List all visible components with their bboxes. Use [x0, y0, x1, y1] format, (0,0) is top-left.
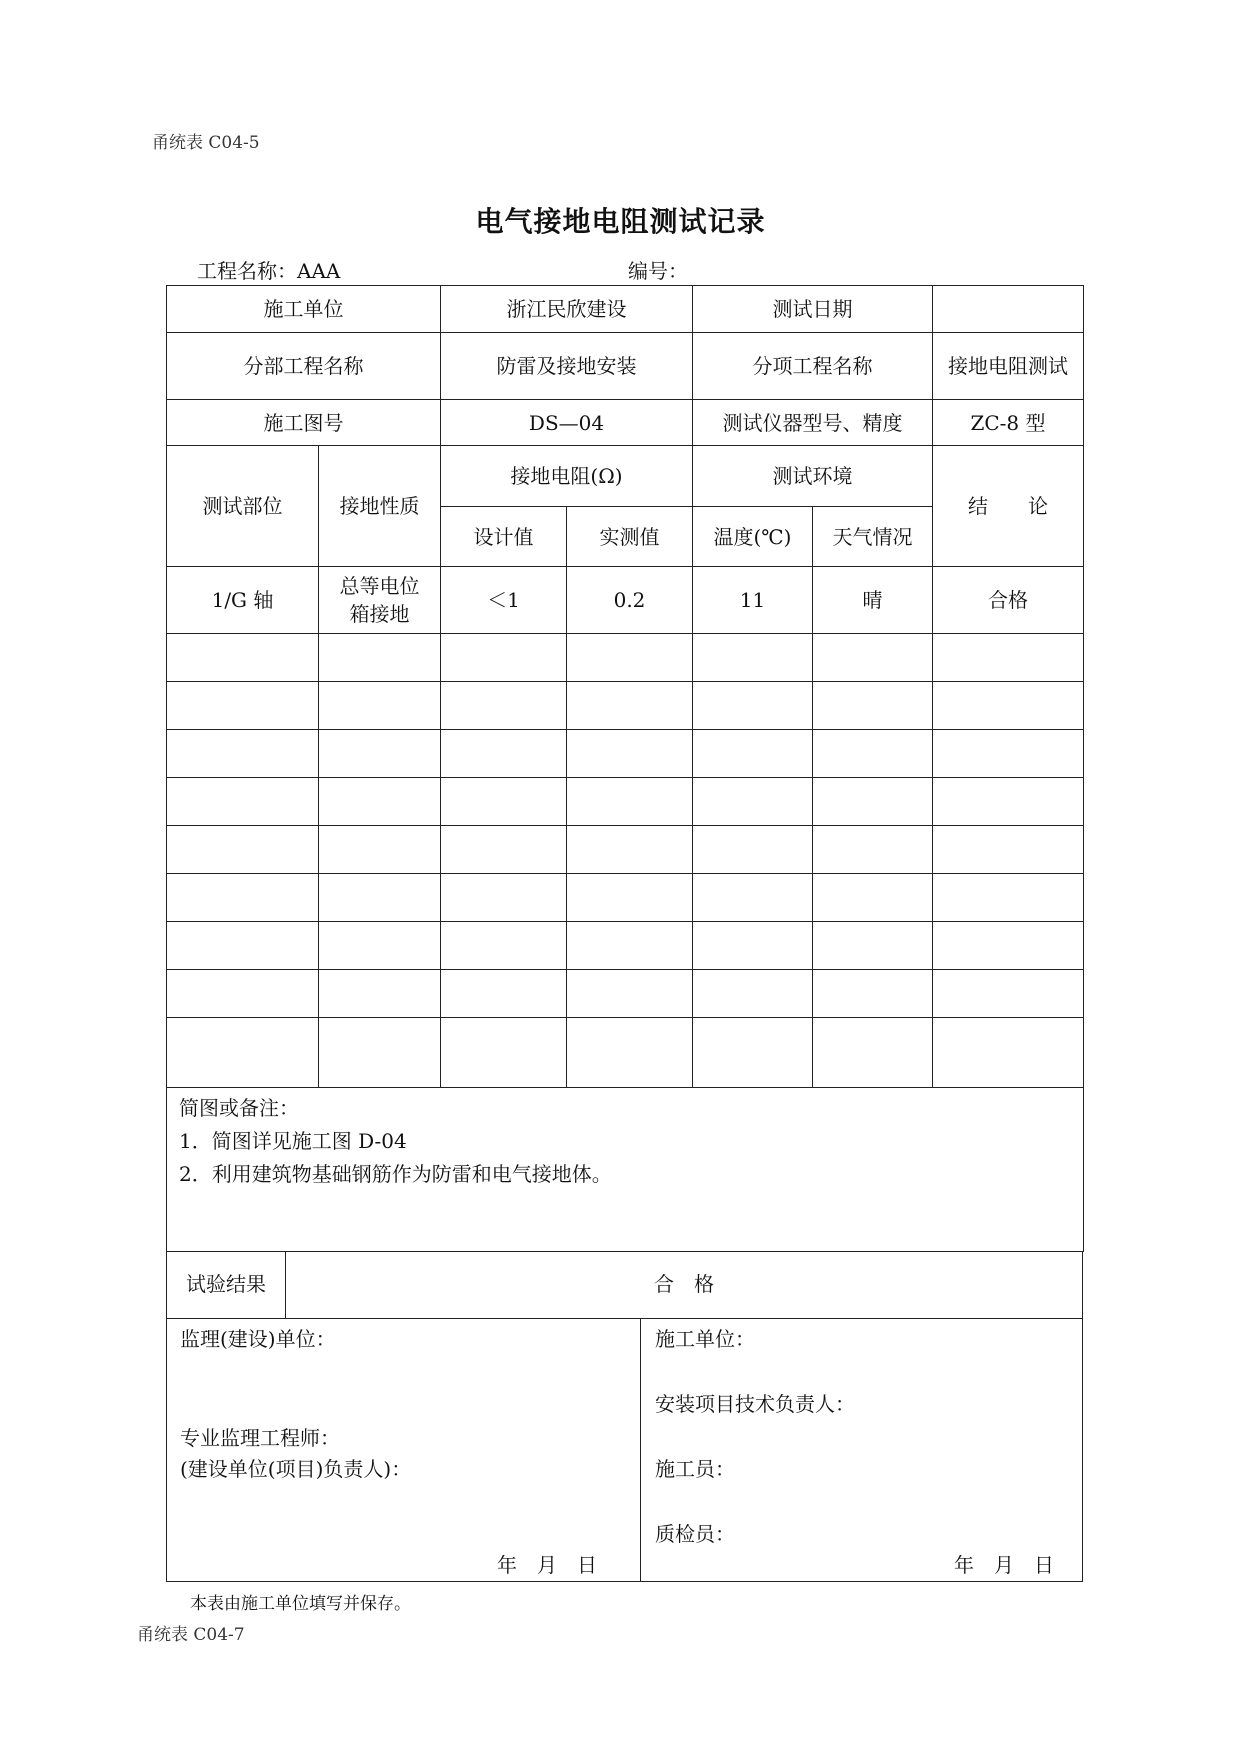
cell-conclusion	[933, 682, 1084, 730]
cell-conclusion	[933, 730, 1084, 778]
cell-location: 1/G 轴	[167, 567, 319, 634]
cell-location	[167, 970, 319, 1018]
cell-weather	[813, 778, 933, 826]
col-location-header: 测试部位	[167, 446, 319, 567]
division-label: 分部工程名称	[167, 333, 441, 400]
inspector-label: 质检员：	[655, 1522, 735, 1546]
division-value: 防雷及接地安装	[441, 333, 693, 400]
cell-design	[441, 682, 567, 730]
cell-temperature	[693, 1018, 813, 1088]
cell-design	[441, 634, 567, 682]
cell-temperature	[693, 730, 813, 778]
subitem-value: 接地电阻测试	[933, 333, 1084, 400]
col-design-header: 设计值	[441, 507, 567, 567]
remarks-row	[167, 1088, 1084, 1252]
cell-weather	[813, 634, 933, 682]
owner-rep-label: (建设单位(项目)负责人)：	[180, 1457, 412, 1481]
test-date-value	[933, 286, 1084, 333]
signature-divider	[640, 1318, 641, 1581]
cell-conclusion	[933, 778, 1084, 826]
cell-nature	[319, 970, 441, 1018]
cell-location	[167, 778, 319, 826]
cell-conclusion	[933, 970, 1084, 1018]
cell-conclusion: 合格	[933, 567, 1084, 634]
cell-measured	[567, 682, 693, 730]
tech-lead-label: 安装项目技术负责人：	[655, 1392, 855, 1416]
form-code-footer: 甬统表 C04-7	[137, 1625, 245, 1645]
cell-nature	[319, 874, 441, 922]
cell-weather	[813, 874, 933, 922]
table-row	[167, 970, 1084, 1018]
cell-design	[441, 874, 567, 922]
cell-temperature: 11	[693, 567, 813, 634]
cell-measured	[567, 970, 693, 1018]
result-label: 试验结果	[167, 1252, 286, 1318]
cell-temperature	[693, 778, 813, 826]
table-row	[167, 730, 1084, 778]
construction-unit-label: 施工单位	[167, 286, 441, 333]
col-temperature-header: 温度(℃)	[693, 507, 813, 567]
cell-nature	[319, 778, 441, 826]
cell-temperature	[693, 682, 813, 730]
result-value: 合 格	[654, 1272, 714, 1296]
col-environment-header: 测试环境	[693, 446, 933, 507]
cell-weather	[813, 922, 933, 970]
col-weather-header: 天气情况	[813, 507, 933, 567]
cell-design	[441, 730, 567, 778]
right-date: 年 月 日	[954, 1553, 1054, 1577]
cell-weather	[813, 970, 933, 1018]
left-date: 年 月 日	[497, 1553, 597, 1577]
cell-nature: 总等电位箱接地	[319, 567, 441, 634]
cell-measured	[567, 634, 693, 682]
cell-temperature	[693, 826, 813, 874]
cell-measured	[567, 730, 693, 778]
cell-location	[167, 730, 319, 778]
col-conclusion-header: 结 论	[933, 446, 1084, 567]
cell-temperature	[693, 874, 813, 922]
cell-nature	[319, 922, 441, 970]
col-measured-header: 实测值	[567, 507, 693, 567]
cell-nature	[319, 1018, 441, 1088]
cell-weather: 晴	[813, 567, 933, 634]
subitem-label: 分项工程名称	[693, 333, 933, 400]
cell-nature	[319, 634, 441, 682]
construction-unit-value: 浙江民欣建设	[441, 286, 693, 333]
cell-conclusion	[933, 922, 1084, 970]
remarks-line-2: 2．利用建筑物基础钢筋作为防雷和电气接地体。	[179, 1162, 612, 1186]
remarks-line-1: 1．简图详见施工图 D-04	[179, 1129, 407, 1153]
cell-weather	[813, 682, 933, 730]
cell-nature	[319, 730, 441, 778]
document-title: 电气接地电阻测试记录	[475, 205, 766, 238]
info-row-division	[167, 333, 1084, 400]
cell-location	[167, 1018, 319, 1088]
serial-number: 编号：	[628, 259, 688, 283]
cell-temperature	[693, 634, 813, 682]
cell-location	[167, 634, 319, 682]
cell-measured	[567, 826, 693, 874]
cell-measured	[567, 1018, 693, 1088]
data-rows	[167, 567, 1084, 1088]
cell-weather	[813, 1018, 933, 1088]
cell-location	[167, 922, 319, 970]
cell-design	[441, 1018, 567, 1088]
table-row	[167, 1018, 1084, 1088]
cell-location	[167, 826, 319, 874]
cell-weather	[813, 730, 933, 778]
cell-conclusion	[933, 874, 1084, 922]
test-date-label: 测试日期	[693, 286, 933, 333]
cell-design	[441, 922, 567, 970]
cell-nature	[319, 826, 441, 874]
cell-measured	[567, 922, 693, 970]
cell-location	[167, 682, 319, 730]
cell-measured	[567, 874, 693, 922]
signature-section	[166, 1318, 1083, 1582]
remarks-cell	[167, 1088, 1084, 1252]
project-name: 工程名称：AAA	[197, 259, 341, 283]
cell-design: ＜1	[441, 567, 567, 634]
remarks-heading: 简图或备注：	[179, 1096, 299, 1120]
cell-conclusion	[933, 634, 1084, 682]
cell-design	[441, 826, 567, 874]
cell-design	[441, 778, 567, 826]
table-row	[167, 922, 1084, 970]
col-resistance-header: 接地电阻(Ω)	[441, 446, 693, 507]
cell-measured	[567, 778, 693, 826]
supervision-engineer-label: 专业监理工程师：	[180, 1426, 340, 1450]
drawing-label: 施工图号	[167, 400, 441, 446]
cell-design	[441, 970, 567, 1018]
table-row	[167, 874, 1084, 922]
cell-nature	[319, 682, 441, 730]
cell-weather	[813, 826, 933, 874]
test-record-table	[166, 285, 1084, 1252]
table-row	[167, 634, 1084, 682]
instrument-value: ZC-8 型	[933, 400, 1084, 446]
table-row	[167, 682, 1084, 730]
cell-temperature	[693, 922, 813, 970]
cell-measured: 0.2	[567, 567, 693, 634]
info-row-drawing	[167, 400, 1084, 446]
info-row-unit	[167, 286, 1084, 333]
form-code-header: 甬统表 C04-5	[152, 133, 260, 153]
table-row	[167, 567, 1084, 634]
footnote: 本表由施工单位填写并保存。	[190, 1594, 411, 1614]
table-row	[167, 826, 1084, 874]
table-row	[167, 778, 1084, 826]
col-nature-header: 接地性质	[319, 446, 441, 567]
result-row	[166, 1252, 1083, 1319]
cell-location	[167, 874, 319, 922]
cell-temperature	[693, 970, 813, 1018]
instrument-label: 测试仪器型号、精度	[693, 400, 933, 446]
construction-unit-sign-label: 施工单位：	[655, 1327, 755, 1351]
cell-conclusion	[933, 826, 1084, 874]
cell-conclusion	[933, 1018, 1084, 1088]
column-header-row-1	[167, 446, 1084, 507]
supervision-unit-label: 监理(建设)单位：	[180, 1327, 336, 1351]
constructor-label: 施工员：	[655, 1457, 735, 1481]
drawing-value: DS—04	[441, 400, 693, 446]
